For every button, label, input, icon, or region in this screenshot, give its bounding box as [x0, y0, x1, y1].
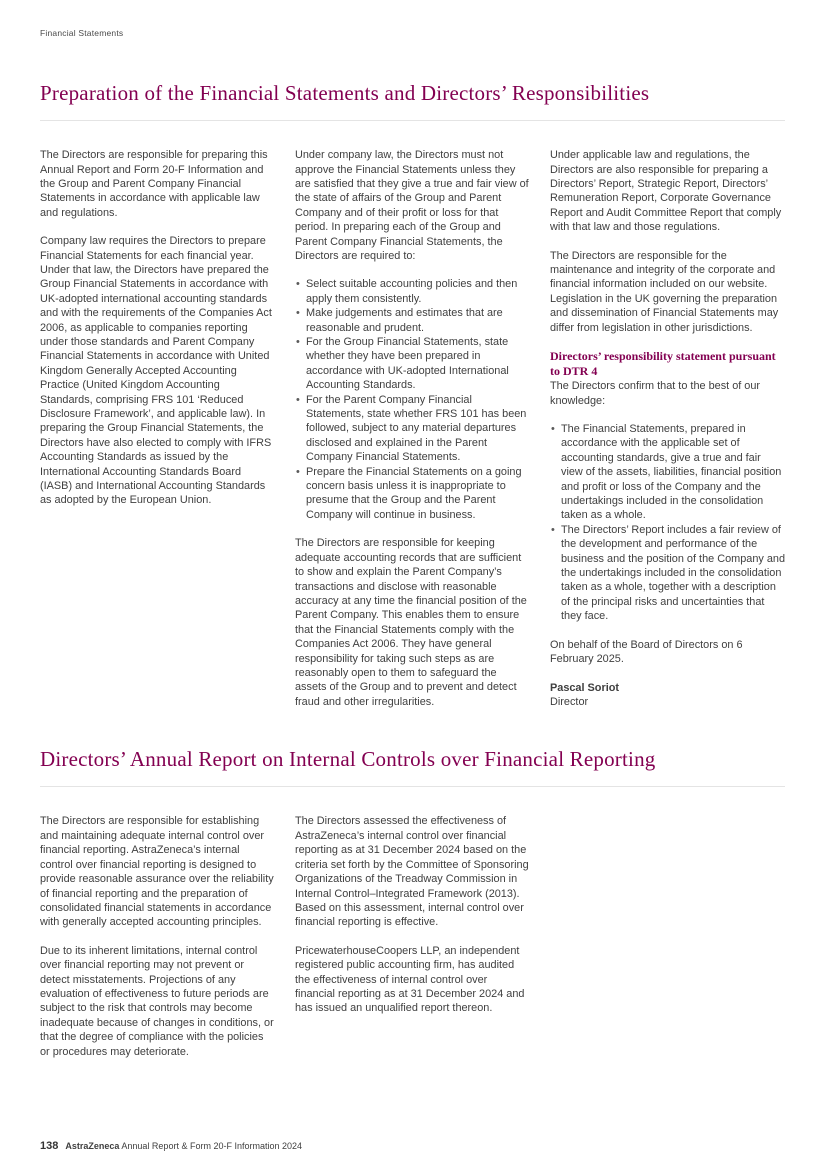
footer-report-title: Annual Report & Form 20-F Information 2024 — [121, 1141, 302, 1151]
page-footer — [40, 1140, 785, 1152]
bullet-item: • The Financial Statements, prepared in accordance with the applicable set of accounting standards, give a true and fair view of the assets, liabilities, financial position and profit or loss of the Company and the undertakings included in the consolidation taken as a whole. — [550, 422, 785, 523]
requirements-bullet-list — [295, 277, 530, 522]
section-title: Directors’ Annual Report on Internal Controls over Financial Reporting — [40, 747, 656, 772]
responsibility-statement-subheading: Directors’ responsibility statement pursuant to DTR 4 — [550, 349, 776, 378]
bullet-item: • Select suitable accounting policies and then apply them consistently. — [295, 277, 530, 306]
page-title: Preparation of the Financial Statements and Directors’ Responsibilities — [40, 81, 650, 105]
bullet-item: • The Directors’ Report includes a fair review of the development and performance of the business and the position of the Company and the undertakings included in the consolidation taken as a whole, together with a description of the principal risks and uncertainties that they face. — [550, 523, 785, 624]
paragraph: The Directors confirm that to the best of our knowledge: — [550, 380, 761, 407]
section-preparation — [40, 81, 785, 709]
footer-brand: AstraZeneca — [65, 1141, 120, 1151]
section-title-block — [40, 747, 785, 787]
paragraph: The Directors are responsible for preparing this Annual Report and Form 20-F Information and the Group and Parent Company Financial Statements in accordance with applicable law and regulations. — [40, 149, 268, 219]
section-title-block — [40, 81, 785, 121]
page-number: 138 — [40, 1140, 59, 1152]
column-2 — [295, 148, 530, 709]
signatory-title: Director — [550, 695, 589, 708]
bullet-item: • Make judgements and estimates that are reasonable and prudent. — [295, 306, 530, 335]
two-column-body — [40, 814, 785, 1059]
bullet-item: • Prepare the Financial Statements on a going concern basis unless it is inappropriate to presume that the Group and the Parent Company will continue in business. — [295, 465, 530, 523]
confirmation-bullet-list — [550, 422, 785, 624]
paragraph: The Directors assessed the effectiveness of AstraZeneca’s internal control over financial reporting as at 31 December 2024 based on the criteria set forth by the Committee of Sponsoring Organizations of the Treadway Commission in Internal Control–Integrated Framework (2013). Based on this assessment, internal control over financial reporting is effective. — [295, 815, 529, 929]
paragraph: The Directors are responsible for establishing and maintaining adequate internal control over financial reporting. AstraZeneca’s internal control over financial reporting is designed to provide reasonable assurance over the reliability of financial reporting and the preparation of consolidated financial statements in accordance with generally accepted accounting principles. — [40, 815, 274, 929]
bullet-item: • For the Parent Company Financial Statements, state whether FRS 101 has been followed, subject to any material departures disclosed and explained in the Parent Company Financial Statements. — [295, 393, 530, 465]
paragraph: Company law requires the Directors to prepare Financial Statements for each financial year. Under that law, the Directors have prepared the Group Financial Statements in accordance with UK-adopted international accounting standards and with the requirements of the Companies Act 2006, as applicable to companies reporting under those standards and Parent Company Financial Statements in accordance with United Kingdom Generally Accepted Accounting Practice (United Kingdom Accounting Standards, comprising FRS 101 ‘Reduced Disclosure Framework’, and applicable law). In preparing the Group Financial Statements, the Directors have also elected to comply with IFRS Accounting Standards as issued by the International Accounting Standards Board (IASB) and International Accounting Standards as adopted by the European Union. — [40, 235, 272, 507]
bullet-item: • For the Group Financial Statements, state whether they have been prepared in accordance with UK-adopted International Accounting Standards. — [295, 335, 530, 393]
paragraph: Under company law, the Directors must not approve the Financial Statements unless they are satisfied that they give a true and fair view of the state of affairs of the Group and Parent Company and of their profit or loss for that period. In preparing each of the Group and Parent Company Financial Statements, the Directors are required to: — [295, 149, 529, 262]
paragraph: The Directors are responsible for the maintenance and integrity of the corporate and financial information included on our website. Legislation in the UK governing the preparation and dissemination of Financial Statements may differ from legislation in other jurisdictions. — [550, 249, 779, 334]
column-1 — [40, 148, 275, 709]
footer-text — [65, 1141, 302, 1151]
section-internal-controls — [40, 747, 785, 1059]
column-1 — [40, 814, 275, 1059]
column-2 — [295, 814, 530, 1059]
paragraph: On behalf of the Board of Directors on 6 February 2025. — [550, 638, 743, 666]
paragraph: Due to its inherent limitations, internal control over financial reporting may not prevent or detect misstatements. Projections of any evaluation of effectiveness to future periods are subject to the risk that controls may become inadequate because of changes in conditions, or that the degree of compliance with the policies or procedures may deteriorate. — [40, 944, 274, 1058]
paragraph: The Directors are responsible for keeping adequate accounting records that are sufficient to show and explain the Parent Company’s transactions and disclose with reasonable accuracy at any time the financial position of the Parent Company. This enables them to ensure that the Financial Statements comply with the Companies Act 2006. They have general responsibility for taking such steps as are reasonably open to them to safeguard the assets of the Group and to prevent and detect fraud and other irregularities. — [295, 537, 527, 708]
column-3-empty — [550, 814, 785, 1059]
paragraph: PricewaterhouseCoopers LLP, an independent registered public accounting firm, has audited the effectiveness of internal control over financial reporting as at 31 December 2024 and has issued an unqualified report thereon. — [295, 944, 525, 1015]
signature-block — [550, 681, 785, 710]
column-3 — [550, 148, 785, 709]
signatory-name: Pascal Soriot — [550, 681, 620, 694]
section-eyebrow: Financial Statements — [40, 28, 124, 38]
paragraph: Under applicable law and regulations, the Directors are also responsible for preparing a Directors’ Report, Strategic Report, Directors’ Remuneration Report, Corporate Governance Report and Audit Committee Report that comply with that law and those regulations. — [550, 149, 782, 234]
three-column-body — [40, 148, 785, 709]
